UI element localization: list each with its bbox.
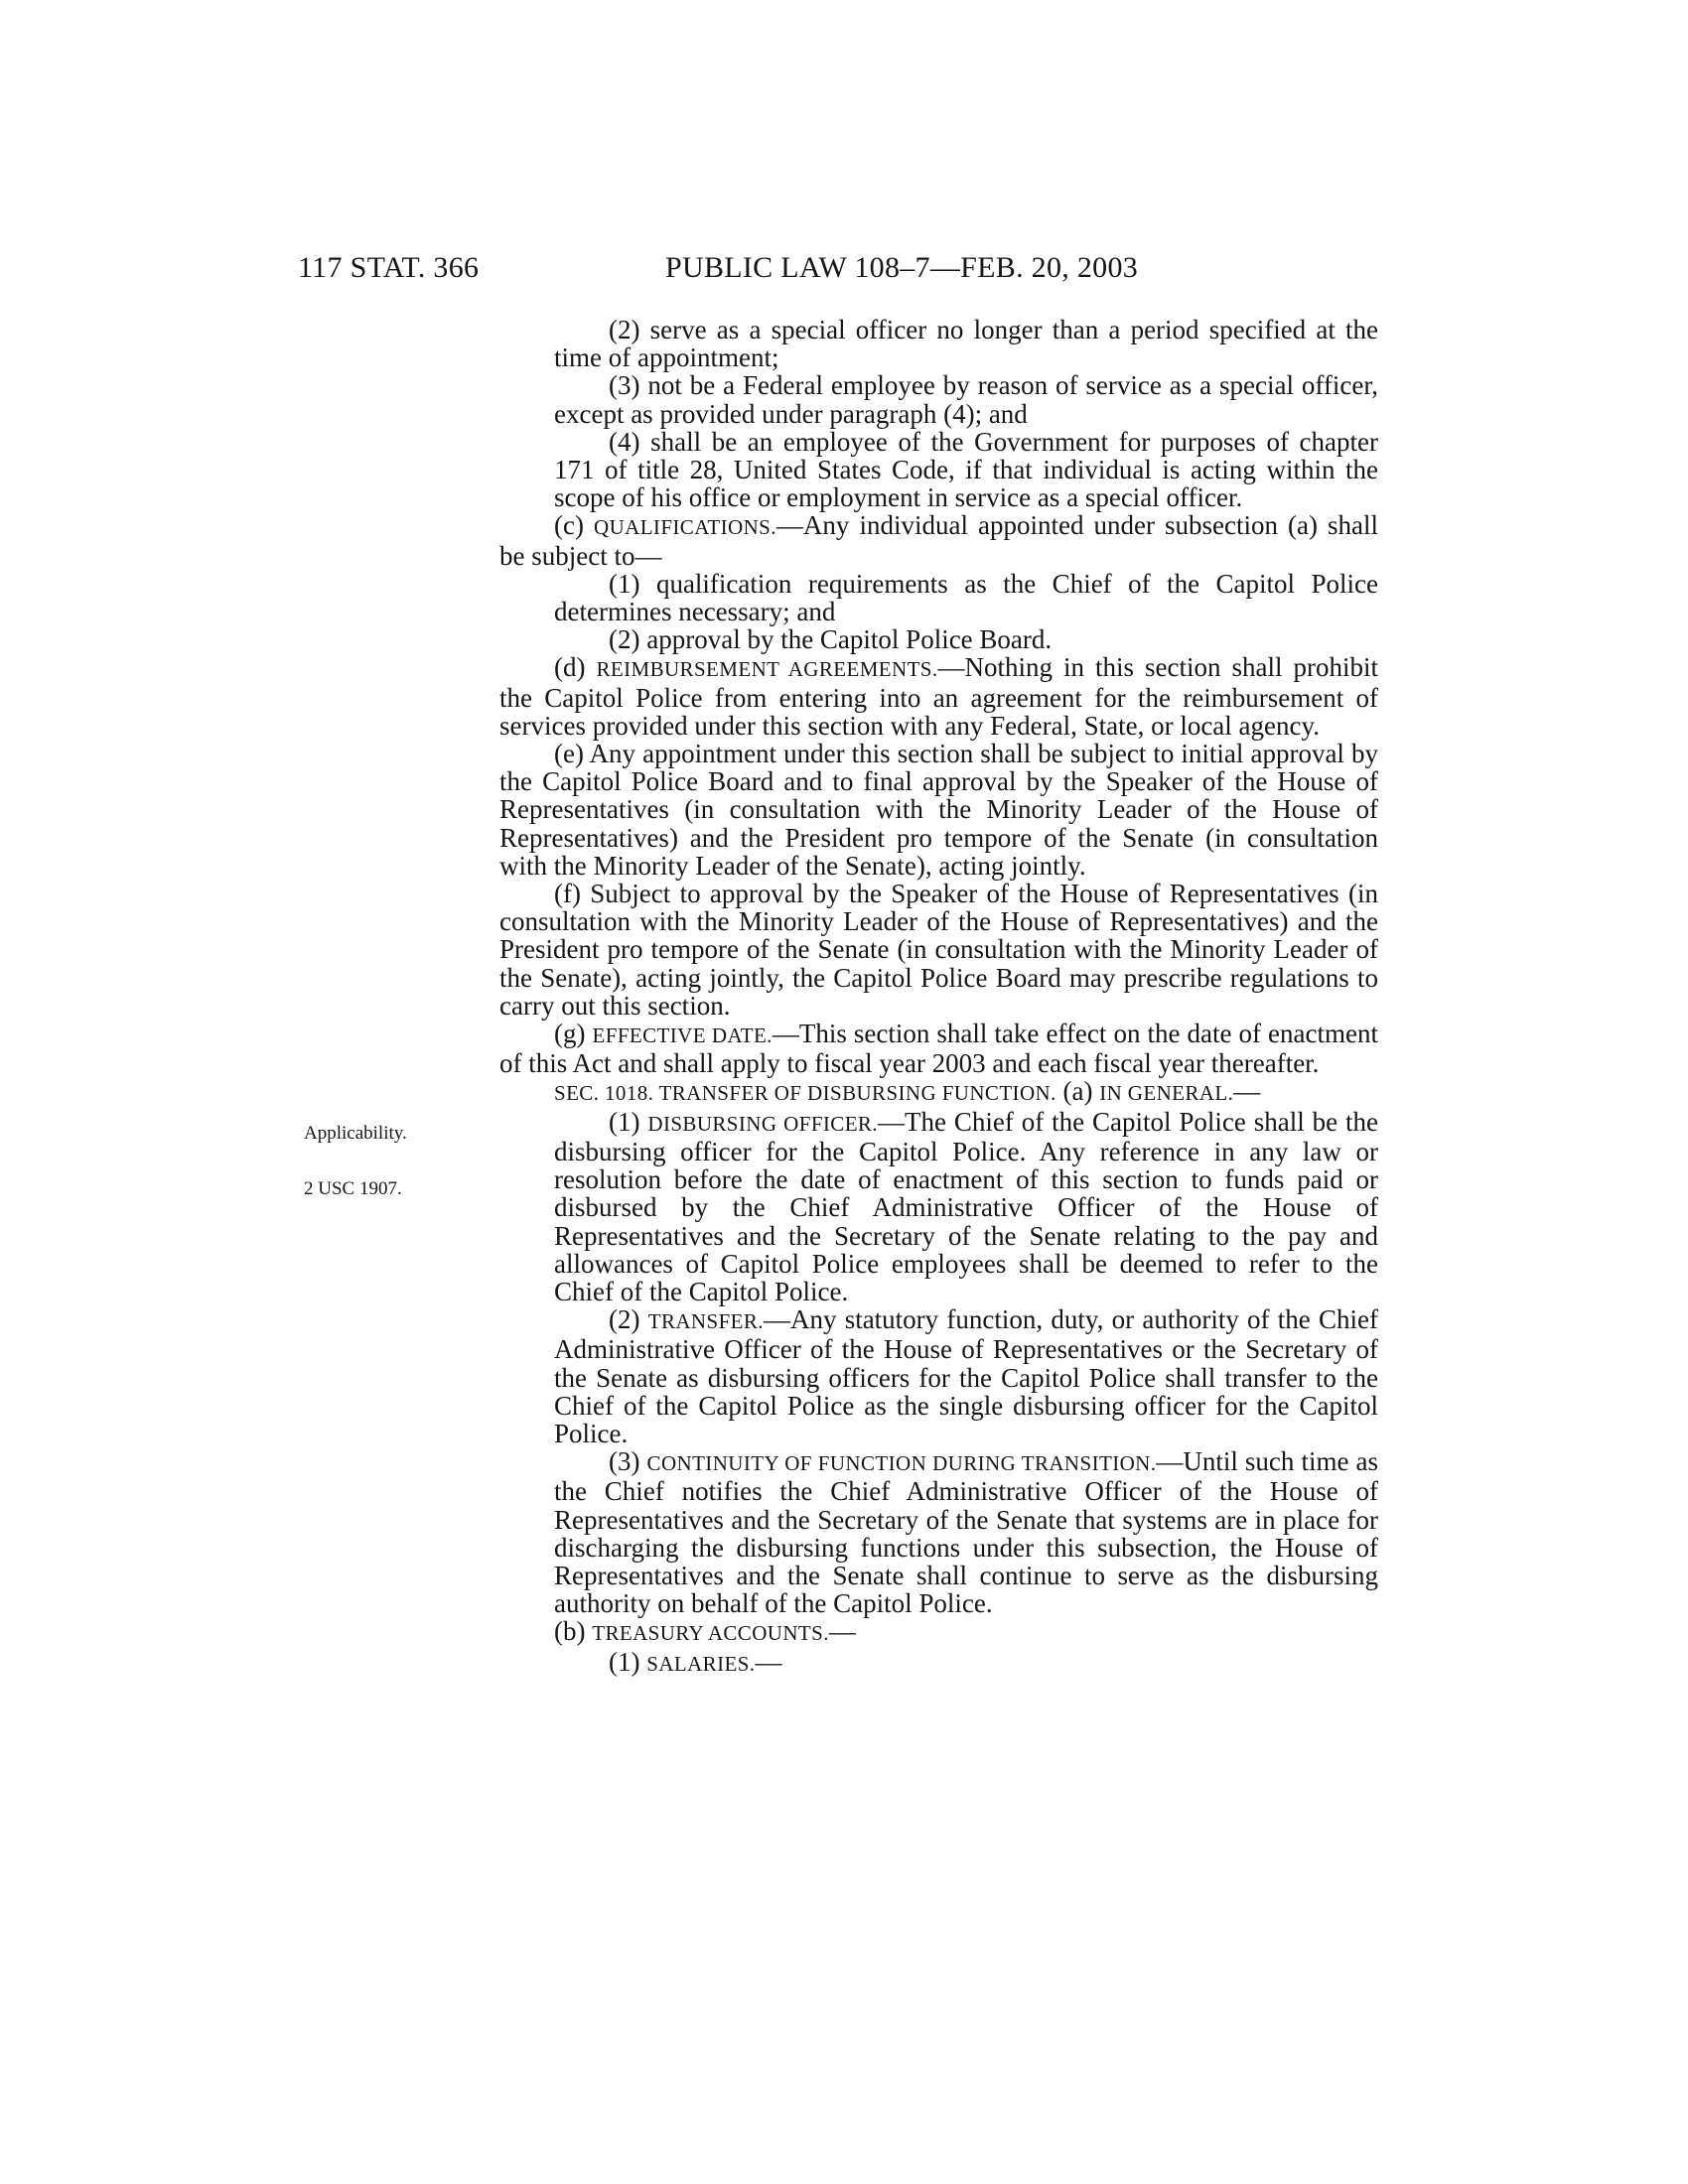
paragraph-a1 xyxy=(499,1108,1378,1305)
section-a-heading: IN GENERAL. xyxy=(1099,1081,1234,1106)
subsection-b-heading: TREASURY ACCOUNTS. xyxy=(592,1621,829,1646)
subsection-b-number: (b) xyxy=(554,1616,586,1647)
paragraph-a2-number: (2) xyxy=(609,1304,640,1335)
paragraph-a3-number: (3) xyxy=(609,1446,640,1477)
paragraph-a3-text: —Until such time as the Chief notifies the Chief Administrative Officer of the House of Representatives and the Secretary of the Senate that systems are in place for discharging the disbursing functions under this subsection, the House of Representatives and the Senate shall continue to serve as the disbursing authority on behalf of the Capitol Police. xyxy=(554,1446,1378,1619)
paragraph-a1-heading: DISBURSING OFFICER. xyxy=(647,1111,878,1136)
subsection-c-heading: QUALIFICATIONS. xyxy=(594,515,776,540)
paragraph-b4: (4) shall be an employee of the Government for purposes of chapter 171 of title 28, United States Code, if that individual is acting within the scope of his office or employment in service as a special officer. xyxy=(554,426,1378,513)
paragraph-c1: (1) qualification requirements as the Chief of the Capitol Police determines necessary; and xyxy=(554,568,1378,627)
paragraph-a2-text: —Any statutory function, duty, or authority of the Chief Administrative Officer of the House of Representatives or the Secretary of the Senate as disbursing officers for the Capitol Police shall transfer to the Chief of the Capitol Police as the single disbursing officer for the Capitol Police. xyxy=(554,1304,1378,1448)
subsection-d xyxy=(499,653,1378,740)
subsection-c-number: (c) xyxy=(554,510,584,541)
section-1018-heading xyxy=(499,1077,1378,1107)
paragraph-a3-heading: CONTINUITY OF FUNCTION DURING TRANSITION. xyxy=(646,1451,1157,1476)
stat-reference: 117 STAT. 366 xyxy=(298,251,480,284)
paragraph-c2: (2) approval by the Capitol Police Board. xyxy=(609,624,1053,655)
document-body xyxy=(499,316,1378,1678)
margin-note-usc: 2 USC 1907. xyxy=(304,1178,402,1199)
paragraph-b1-salaries xyxy=(499,1648,1378,1678)
section-a-dash: — xyxy=(1233,1076,1261,1107)
paragraph-b1-number: (1) xyxy=(609,1646,640,1677)
subsection-b-dash: — xyxy=(828,1616,856,1647)
subsection-g-heading: EFFECTIVE DATE. xyxy=(592,1024,773,1048)
paragraph-b1-heading: SALARIES. xyxy=(646,1651,756,1676)
subsection-d-number: (d) xyxy=(554,652,586,683)
paragraph-b3: (3) not be a Federal employee by reason of service as a special officer, except as provided under paragraph (4); and xyxy=(554,370,1378,429)
section-a-number: (a) xyxy=(1062,1076,1093,1107)
subsection-b-treasury xyxy=(499,1617,1378,1647)
subsection-g-text: —This section shall take effect on the date of enactment of this Act and shall apply to fiscal year 2003 and each fiscal year thereafter. xyxy=(499,1019,1379,1079)
paragraph-a1-text: —The Chief of the Capitol Police shall be the disbursing officer for the Capitol Police. Any reference in any law or resolution before the date of enactment of this section to funds paid or disbursed by the Chief Administrative Officer of the House of Representatives and the Secretary of the Senate relating to the pay and allowances of Capitol Police employees shall be deemed to refer to the Chief of the Capitol Police. xyxy=(554,1106,1378,1306)
subsection-d-heading: REIMBURSEMENT AGREEMENTS. xyxy=(596,657,938,682)
subsection-c xyxy=(499,511,1378,569)
page-title: PUBLIC LAW 108–7—FEB. 20, 2003 xyxy=(665,251,1139,284)
paragraph-a3 xyxy=(499,1447,1378,1617)
paragraph-a2-heading: TRANSFER. xyxy=(647,1309,764,1334)
subsection-e: (e) Any appointment under this section shall be subject to initial approval by the Capitol Police Board and to final approval by the Speaker of the House of Representatives (in consultation with the Minority Leader of the House of Representatives) and the President pro tempore of the Senate (in consultation with the Minority Leader of the Senate), acting jointly. xyxy=(499,739,1378,881)
paragraph-b1-dash: — xyxy=(755,1646,782,1677)
subsection-f: (f) Subject to approval by the Speaker of the House of Representatives (in consultation with the Minority Leader of the House of Representatives) and the President pro tempore of the Senate (in consultation with the Minority Leader of the Senate), acting jointly, the Capitol Police Board may prescribe regulations to carry out this section. xyxy=(499,879,1378,1021)
paragraph-a1-number: (1) xyxy=(609,1106,640,1137)
subsection-g-number: (g) xyxy=(554,1019,586,1049)
subsection-d-text: —Nothing in this section shall prohibit the Capitol Police from entering into an agreement for the reimbursement of services provided under this section with any Federal, State, or local agency. xyxy=(499,652,1379,741)
section-1018-title: SEC. 1018. TRANSFER OF DISBURSING FUNCTION. xyxy=(554,1081,1056,1106)
paragraph-b2: (2) serve as a special officer no longer than a period specified at the time of appointment; xyxy=(554,315,1378,373)
subsection-g xyxy=(499,1020,1378,1077)
paragraph-a2 xyxy=(499,1305,1378,1447)
margin-note-applicability: Applicability. xyxy=(304,1123,407,1144)
subsection-c-text: —Any individual appointed under subsection (a) shall be subject to— xyxy=(499,510,1378,571)
